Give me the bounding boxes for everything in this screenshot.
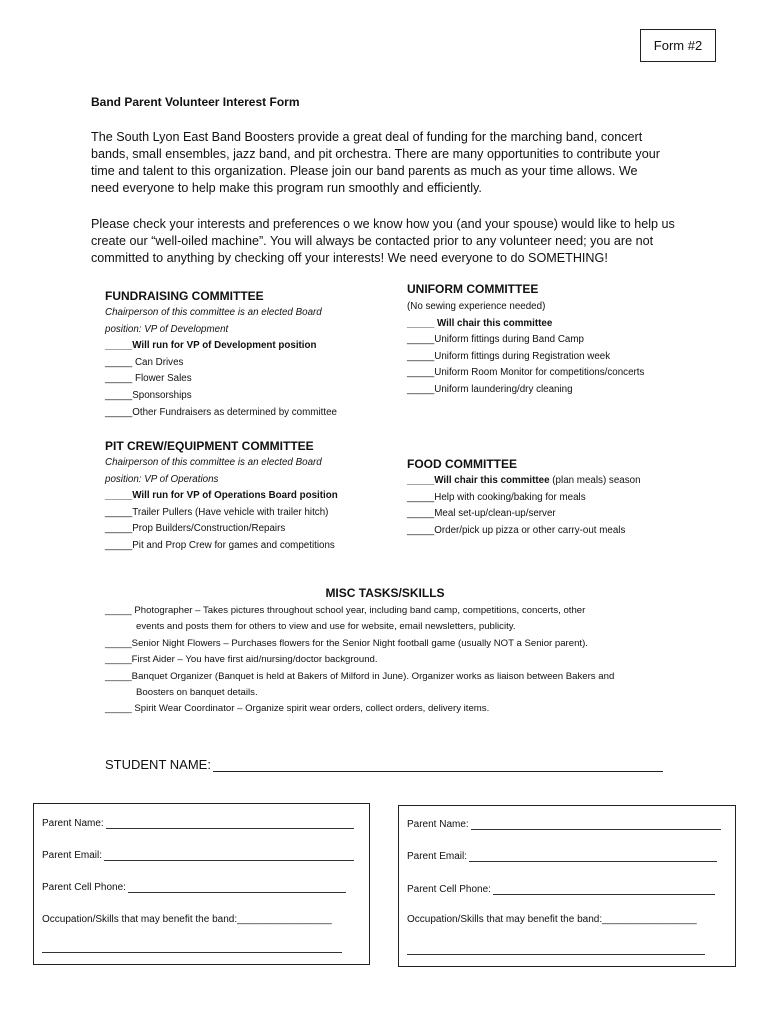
misc-tasks-list: [105, 603, 665, 718]
uniform-heading: UNIFORM COMMITTEE: [407, 282, 539, 296]
parent-email-input[interactable]: [104, 850, 354, 861]
parent-cell-label: Parent Cell Phone:: [42, 882, 126, 893]
intro-line: bands, small ensembles, jazz band, and pit orchestra. There are many opportunities to contribute your: [91, 147, 660, 161]
checklist-item[interactable]: _____Prop Builders/Construction/Repairs: [105, 523, 286, 535]
checklist-item[interactable]: _____Uniform fittings during Band Camp: [407, 334, 584, 346]
parent-info-box-1: [33, 803, 370, 965]
food-chair-detail: (plan meals) season: [549, 475, 641, 486]
student-name-field: [105, 757, 663, 772]
food-chair-label: _____Will chair this committee: [407, 475, 550, 486]
checklist-item[interactable]: _____Trailer Pullers (Have vehicle with trailer hitch): [105, 506, 329, 518]
uniform-note: (No sewing experience needed): [407, 301, 546, 312]
pit-crew-note: Chairperson of this committee is an elected Board: [105, 457, 322, 468]
checklist-item[interactable]: _____Banquet Organizer (Banquet is held at Bakers of Milford in June). Organizer works as liaison between Bakers and: [105, 670, 615, 682]
parent-name-input[interactable]: [471, 819, 721, 830]
pit-crew-heading: PIT CREW/EQUIPMENT COMMITTEE: [105, 439, 314, 453]
checklist-item[interactable]: _____Uniform fittings during Registration week: [407, 350, 611, 362]
checklist-item[interactable]: _____Will run for VP of Operations Board position: [105, 490, 338, 502]
food-committee: [407, 457, 641, 539]
intro-line: The South Lyon East Band Boosters provide a great deal of funding for the marching band, concert: [91, 130, 643, 144]
student-name-label: STUDENT NAME:: [105, 757, 211, 772]
pit-crew-note: position: VP of Operations: [105, 473, 219, 485]
parent-cell-label: Parent Cell Phone:: [407, 884, 491, 895]
parent-cell-input[interactable]: [493, 884, 715, 895]
pit-crew-committee: [105, 439, 338, 555]
parent-info-box-2: [398, 805, 736, 967]
student-name-input[interactable]: [213, 758, 663, 772]
instruction-line: Please check your interests and preferences o we know how you (and your spouse) would like to help us: [91, 217, 675, 231]
intro-line: need everyone to help make this program run smoothly and efficiently.: [91, 181, 482, 195]
form-number: Form #2: [653, 38, 703, 53]
checklist-item[interactable]: _____First Aider – You have first aid/nursing/doctor background.: [105, 654, 378, 666]
checklist-item[interactable]: _____ Photographer – Takes pictures throughout school year, including band camp, competitions, concerts, other: [105, 605, 586, 616]
parent-email-label: Parent Email:: [407, 851, 468, 862]
fundraising-heading: FUNDRAISING COMMITTEE: [105, 289, 264, 303]
intro-line: time and talent to this organization. Please join our band parents as much as your time allows. We: [91, 164, 638, 178]
checklist-item[interactable]: _____Uniform Room Monitor for competitions/concerts: [407, 367, 645, 379]
uniform-committee: [407, 282, 644, 399]
checklist-item[interactable]: _____ Can Drives: [105, 356, 184, 368]
checklist-item[interactable]: _____Help with cooking/baking for meals: [407, 491, 586, 503]
fundraising-committee: [105, 289, 337, 421]
occupation-extra-line[interactable]: [42, 942, 342, 953]
checklist-item[interactable]: _____Sponsorships: [105, 389, 192, 401]
checklist-item[interactable]: _____Uniform laundering/dry cleaning: [407, 383, 573, 395]
checklist-item-continued: events and posts them for others to view and use for website, email newsletters, publicity.: [136, 621, 516, 633]
checklist-item[interactable]: [407, 473, 641, 490]
checklist-item[interactable]: _____Pit and Prop Crew for games and competitions: [105, 539, 335, 551]
checklist-item[interactable]: _____Will run for VP of Development position: [105, 340, 317, 352]
food-heading: FOOD COMMITTEE: [407, 457, 517, 471]
checklist-item[interactable]: _____Order/pick up pizza or other carry-out meals: [407, 524, 626, 536]
instruction-line: committed to anything by checking off your interests! We need everyone to do SOMETHING!: [91, 251, 608, 265]
parent-email-label: Parent Email:: [42, 850, 103, 861]
intro-paragraph: [91, 129, 691, 197]
occupation-extra-line[interactable]: [407, 944, 705, 955]
form-number-box: [640, 29, 716, 62]
checklist-item[interactable]: _____Other Fundraisers as determined by committee: [105, 406, 337, 418]
fundraising-note: position: VP of Development: [105, 323, 229, 335]
checklist-item[interactable]: _____Meal set-up/clean-up/server: [407, 508, 556, 520]
parent-cell-input[interactable]: [128, 882, 346, 893]
occupation-field[interactable]: Occupation/Skills that may benefit the band:_________________: [407, 914, 697, 925]
parent-name-label: Parent Name:: [42, 818, 104, 829]
checklist-item[interactable]: _____ Spirit Wear Coordinator – Organize spirit wear orders, collect orders, delivery items.: [105, 703, 490, 715]
instruction-line: create our “well-oiled machine”. You will always be contacted prior to any volunteer need; you are not: [91, 234, 654, 248]
occupation-field[interactable]: Occupation/Skills that may benefit the band:_________________: [42, 914, 332, 925]
checklist-item[interactable]: _____ Flower Sales: [105, 373, 192, 385]
checklist-item[interactable]: _____ Will chair this committee: [407, 317, 553, 329]
parent-email-input[interactable]: [469, 851, 717, 862]
fundraising-note: Chairperson of this committee is an elected Board: [105, 307, 322, 318]
checklist-item[interactable]: _____Senior Night Flowers – Purchases flowers for the Senior Night football game (usually NOT a Senior parent).: [105, 637, 588, 649]
misc-heading: MISC TASKS/SKILLS: [325, 586, 445, 600]
form-title: Band Parent Volunteer Interest Form: [91, 95, 300, 109]
parent-name-label: Parent Name:: [407, 819, 469, 830]
instructions-paragraph: [91, 216, 691, 267]
checklist-item-continued: Boosters on banquet details.: [136, 687, 258, 699]
parent-name-input[interactable]: [106, 818, 354, 829]
